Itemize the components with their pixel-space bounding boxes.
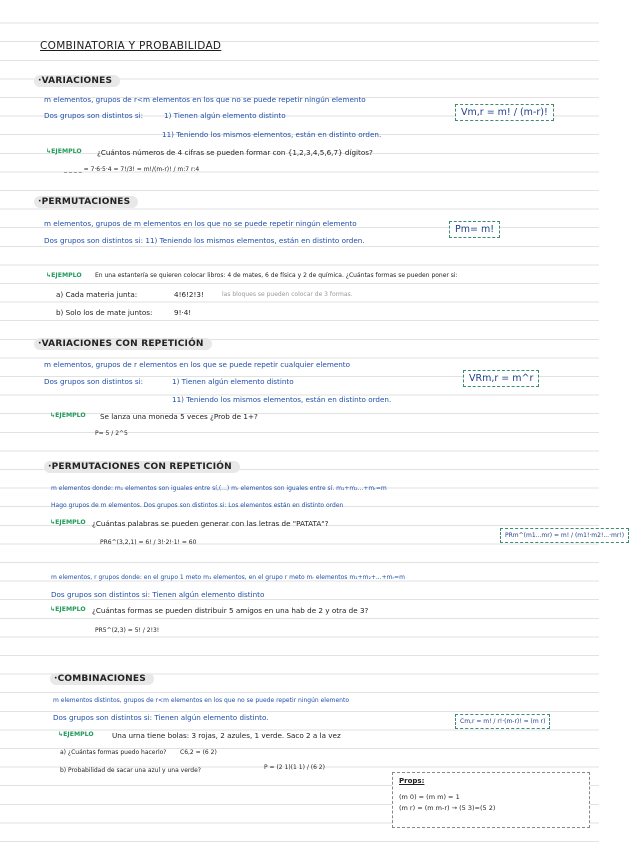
- variaciones-ejemplo-label: ↳EJEMPLO: [46, 148, 82, 155]
- perm-repeticion-line2: Hago grupos de m elementos. Dos grupos son distintos si: Los elementos están en distinto orden: [51, 502, 344, 509]
- combinaciones-definition: m elementos distintos, grupos de r<m elementos en los que no se puede repetir ningún elemento: [53, 697, 349, 704]
- combinaciones-a-value: C6,2 = (6 2): [180, 749, 217, 756]
- permutaciones-distintos: Dos grupos son distintos si: 11) Teniendo los mismos elementos, están en distinto orden.: [44, 236, 365, 245]
- combinaciones-distintos: Dos grupos son distintos si: Tienen algún elemento distinto.: [53, 713, 269, 722]
- combinaciones-ejemplo-label: ↳EJEMPLO: [58, 731, 94, 738]
- variaciones-definition: m elementos, grupos de r<m elementos en los que no se puede repetir ningún elemento: [44, 95, 366, 104]
- section-header-combinaciones: ·COMBINACIONES: [50, 673, 154, 685]
- variaciones-cond2: 11) Teniendo los mismos elementos, están en distinto orden.: [162, 130, 382, 139]
- perm-repeticion-distintos2: Dos grupos son distintos si: Tienen algún elemento distinto: [51, 590, 265, 599]
- var-repeticion-definition: m elementos, grupos de r elementos en los que se puede repetir cualquier elemento: [44, 360, 351, 369]
- combinaciones-a-label: a) ¿Cuántas formas puedo hacerlo?: [60, 749, 167, 756]
- combinaciones-b-label: b) Probabilidad de sacar una azul y una verde?: [60, 767, 201, 774]
- var-repeticion-ejemplo-text: Se lanza una moneda 5 veces ¿Prob de 1+?: [100, 412, 258, 421]
- perm-repeticion-calc1: PR6^(3,2,1) = 6! / 3!·2!·1! = 60: [100, 539, 197, 546]
- perm-repeticion-def2: m elementos, r grupos donde: en el grupo 1 meto m₁ elementos, en el grupo r meto mᵣ elementos m₁+m₂+...+mᵣ=m: [51, 574, 405, 581]
- combinaciones-b-value: P = (2 1)(1 1) / (6 2): [264, 764, 325, 771]
- var-repeticion-cond2: 11) Teniendo los mismos elementos, están en distinto orden.: [172, 395, 392, 404]
- permutaciones-ejemplo-text: En una estantería se quieren colocar libros: 4 de mates, 6 de física y 2 de química. ¿Cuántas formas se pueden poner si:: [95, 272, 458, 279]
- variaciones-distintos-label: Dos grupos son distintos si:: [44, 111, 144, 120]
- var-repeticion-formula-box: VRm,r = m^r: [463, 370, 539, 387]
- section-header-variaciones: ·VARIACIONES: [34, 75, 120, 87]
- var-repeticion-cond1: 1) Tienen algún elemento distinto: [172, 377, 294, 386]
- variaciones-formula-box: Vm,r = m! / (m-r)!: [455, 104, 554, 121]
- variaciones-cond1: 1) Tienen algún elemento distinto: [164, 111, 286, 120]
- section-header-permutaciones: ·PERMUTACIONES: [34, 196, 138, 208]
- permutaciones-a-label: a) Cada materia junta:: [56, 290, 138, 299]
- permutaciones-a-note: las bloques se pueden colocar de 3 formas.: [222, 291, 353, 298]
- perm-repeticion-ejemplo2-text: ¿Cuántas formas se pueden distribuir 5 amigos en una hab de 2 y otra de 3?: [92, 606, 369, 615]
- permutaciones-b-label: b) Solo los de mate juntos:: [56, 308, 153, 317]
- var-repeticion-calc: P= 5 / 2^5: [95, 430, 128, 437]
- permutaciones-formula-box: Pm= m!: [449, 221, 500, 238]
- variaciones-ejemplo-text: ¿Cuántos números de 4 cifras se pueden formar con {1,2,3,4,5,6,7} dígitos?: [97, 148, 373, 157]
- variaciones-calc: _ _ _ _ = 7·6·5·4 = 7!/3! = m!/(m-r)! / m:7 r:4: [64, 166, 200, 173]
- permutaciones-ejemplo-label: ↳EJEMPLO: [46, 272, 82, 279]
- section-header-var-repeticion: ·VARIACIONES CON REPETICIÓN: [34, 338, 212, 350]
- combinaciones-formula-box: Cm,r = m! / r!·(m-r)! = (m r): [455, 714, 550, 729]
- props-label: Props:: [399, 777, 425, 785]
- permutaciones-a-value: 4!6!2!3!: [174, 290, 204, 299]
- var-repeticion-distintos-label: Dos grupos son distintos si:: [44, 377, 144, 386]
- props-identity-2: (m r) = (m m-r) → (5 3)=(5 2): [399, 804, 496, 812]
- props-box: [392, 772, 590, 828]
- permutaciones-b-value: 9!·4!: [174, 308, 192, 317]
- perm-repeticion-formula-box: PRm^(m1...mr) = m! / (m1!·m2!...·mr!): [500, 528, 629, 543]
- perm-repeticion-definition: m elementos donde: m₁ elementos son iguales entre sí,(...) mᵣ elementos son iguales entre sí. m₁+m₂...+mᵣ=m: [51, 485, 387, 492]
- perm-repeticion-ejemplo-label: ↳EJEMPLO: [50, 519, 86, 526]
- section-header-perm-repeticion: ·PERMUTACIONES CON REPETICIÓN: [44, 461, 240, 473]
- permutaciones-definition: m elementos, grupos de m elementos en los que no se puede repetir ningún elemento: [44, 219, 357, 228]
- var-repeticion-ejemplo-label: ↳EJEMPLO: [50, 412, 86, 419]
- page-title: COMBINATORIA Y PROBABILIDAD: [40, 40, 222, 52]
- perm-repeticion-ejemplo2-label: ↳EJEMPLO: [50, 606, 86, 613]
- perm-repeticion-calc2: PR5^(2,3) = 5! / 2!3!: [95, 627, 160, 634]
- props-identity-1: (m 0) = (m m) = 1: [399, 793, 460, 801]
- perm-repeticion-ejemplo1-text: ¿Cuántas palabras se pueden generar con las letras de "PATATA"?: [92, 519, 329, 528]
- combinaciones-ejemplo-text: Una urna tiene bolas: 3 rojas, 2 azules, 1 verde. Saco 2 a la vez: [112, 731, 341, 740]
